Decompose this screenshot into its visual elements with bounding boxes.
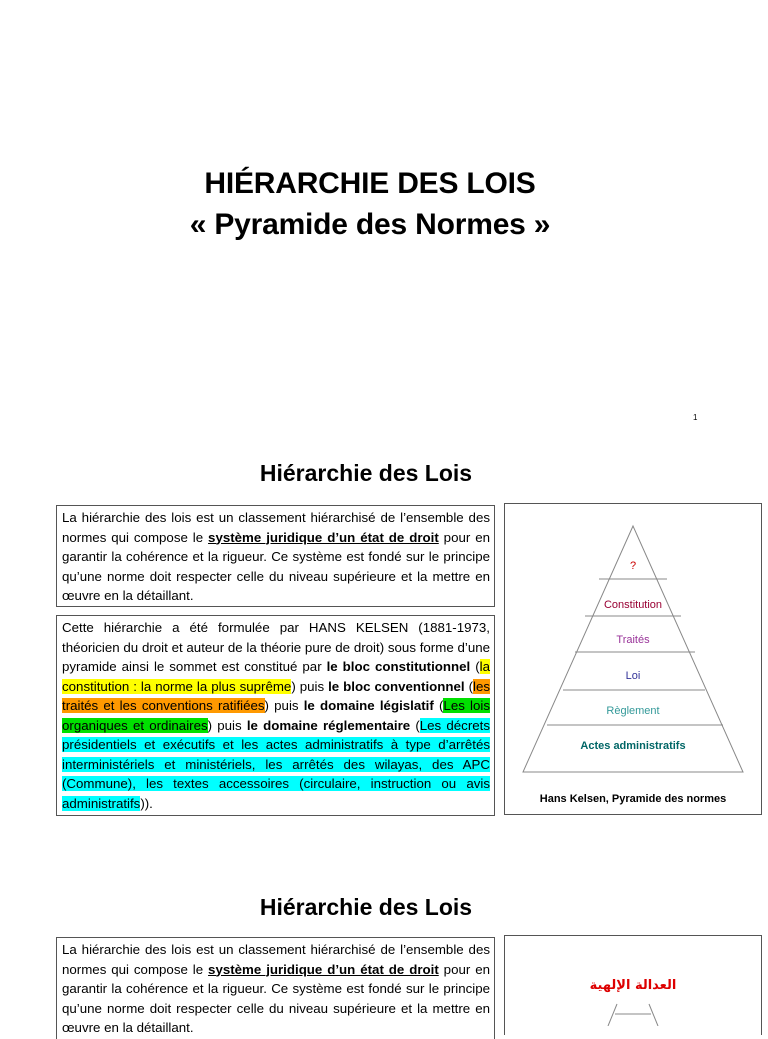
section-heading: Hiérarchie des Lois [259,460,473,486]
punct: ( [464,678,473,694]
definition-text-end: pour en garantir la cohérence et la rigueur. Ce système est fondé sur le principe qu’une norme doit respecter celle du niveau supérieure et la mettre en œuvre en la détaillant. [62,529,490,603]
section-heading-2: Hiérarchie des Lois [259,894,473,920]
bloc-constitutionnel-term: le bloc constitutionnel [326,659,471,674]
kelsen-text: Cette hiérarchie a été formulée par HANS KELSEN (1881-1973, théoricien du droit et auteur de la théorie pure de droit) sous forme d’une pyramide ainsi le sommet est constitué par [62,620,490,674]
pyramid-outline [649,1004,658,1026]
decrets-highlight: Les décrets présidentiels et exécutifs et les actes administratifs à type d’arrêtés interministériels et ministériels, les arrêtés des wilayas, des APC (Commune), les textes accessoires (circulaire, instruction ou avis administratifs [62,717,490,811]
domaine-reglementaire-term: le domaine réglementaire [246,717,411,733]
title-slide [0,0,768,430]
pyramid-outline [608,1004,617,1026]
level-traites: Traités [616,634,650,646]
punct: ) puis [207,717,247,733]
traites-highlight: les traités et les conventions ratifiées [62,678,490,713]
level-reglement: Règlement [606,705,660,717]
domaine-legislatif-term: le domaine législatif [303,698,434,713]
bloc-conventionnel-term: le bloc conventionnel [328,678,465,694]
punct: ( [433,698,444,713]
constitution-highlight: la constitution : la norme la plus suprême [62,659,490,694]
punct: ( [410,717,420,733]
definition-text-end: pour en garantir la cohérence et la rigueur. Ce système est fondé sur le principe qu’une norme doit respecter celle du niveau supérieure et la mettre en œuvre en la détaillant. [62,961,490,1035]
definition-box [56,505,495,607]
level-loi: Loi [625,670,641,682]
divine-justice-label: العدالة الإلهية [589,978,677,993]
lois-highlight: Les lois organiques et ordinaires [62,698,490,733]
pyramid-caption: Hans Kelsen, Pyramide des normes [539,793,727,805]
pyramid-diagram [505,504,761,814]
level-constitution: Constitution [603,599,663,611]
level-unknown: ? [629,560,637,572]
pyramid-diagram-2 [505,936,761,1026]
punct: )). [140,795,153,811]
punct: ( [470,659,480,674]
punct: ) puis [264,698,304,713]
definition-text-start: La hiérarchie des lois est un classement hiérarchisé de l’ensemble des normes qui compose le [62,942,490,977]
main-subtitle: « Pyramide des Normes » [189,208,551,241]
level-actes-administratifs: Actes administratifs [580,740,686,752]
punct: ) puis [291,678,329,694]
definition-text-start: La hiérarchie des lois est un classement hiérarchisé de l’ensemble des normes qui compose le [62,510,490,545]
pyramid-figure [504,503,762,815]
page-number: 1 [693,413,698,422]
legal-system-term: système juridique d’un état de droit [208,961,439,977]
pyramid-figure-2 [504,935,762,1035]
main-title: HIÉRARCHIE DES LOIS [204,167,536,200]
kelsen-box [56,615,495,816]
legal-system-term: système juridique d’un état de droit [208,529,439,545]
